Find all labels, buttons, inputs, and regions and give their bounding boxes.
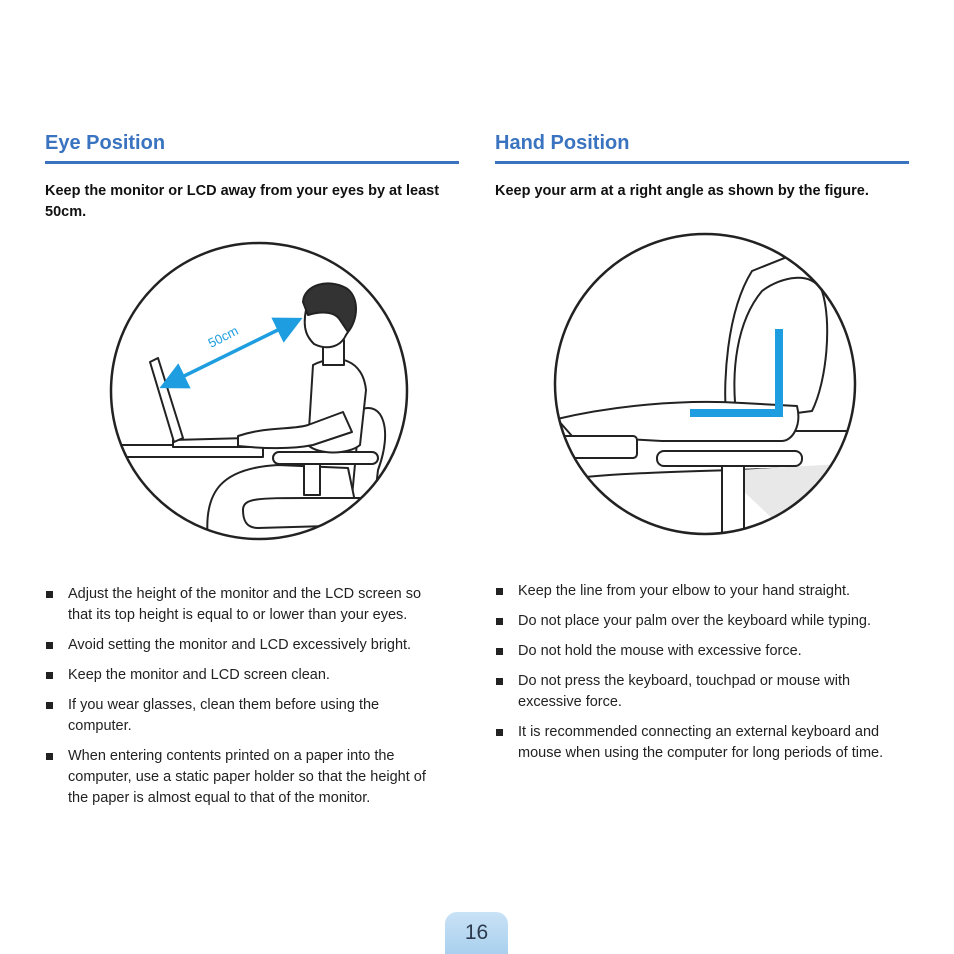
distance-label: 50cm bbox=[205, 322, 241, 351]
hand-position-section bbox=[495, 130, 909, 202]
hand-position-intro: Keep your arm at a right angle as shown by the figure. bbox=[495, 183, 869, 199]
list-item: It is recommended connecting an external keyboard and mouse when using the computer for long periods of time. bbox=[495, 722, 895, 764]
eye-position-bullet-list bbox=[45, 584, 445, 818]
list-item: Keep the monitor and LCD screen clean. bbox=[45, 665, 445, 686]
eye-position-intro: Keep the monitor or LCD away from your eyes by at least 50cm. bbox=[45, 183, 440, 220]
eye-position-illustration bbox=[108, 240, 410, 542]
eye-position-section bbox=[45, 130, 459, 223]
list-item: Do not place your palm over the keyboard while typing. bbox=[495, 611, 895, 632]
list-item: Keep the line from your elbow to your hand straight. bbox=[495, 581, 895, 602]
hand-position-illustration bbox=[552, 231, 858, 537]
hand-position-bullet-list bbox=[495, 581, 895, 773]
hand-position-heading: Hand Position bbox=[495, 130, 909, 164]
list-item: Adjust the height of the monitor and the LCD screen so that its top height is equal to or lower than your eyes. bbox=[45, 584, 445, 626]
list-item: When entering contents printed on a paper into the computer, use a static paper holder so that the height of the paper is almost equal to that of the monitor. bbox=[45, 746, 445, 809]
eye-position-heading: Eye Position bbox=[45, 130, 459, 164]
list-item: Do not hold the mouse with excessive force. bbox=[495, 641, 895, 662]
list-item: If you wear glasses, clean them before using the computer. bbox=[45, 695, 445, 737]
list-item: Do not press the keyboard, touchpad or mouse with excessive force. bbox=[495, 671, 895, 713]
list-item: Avoid setting the monitor and LCD excessively bright. bbox=[45, 635, 445, 656]
page-number: 16 bbox=[445, 912, 508, 954]
